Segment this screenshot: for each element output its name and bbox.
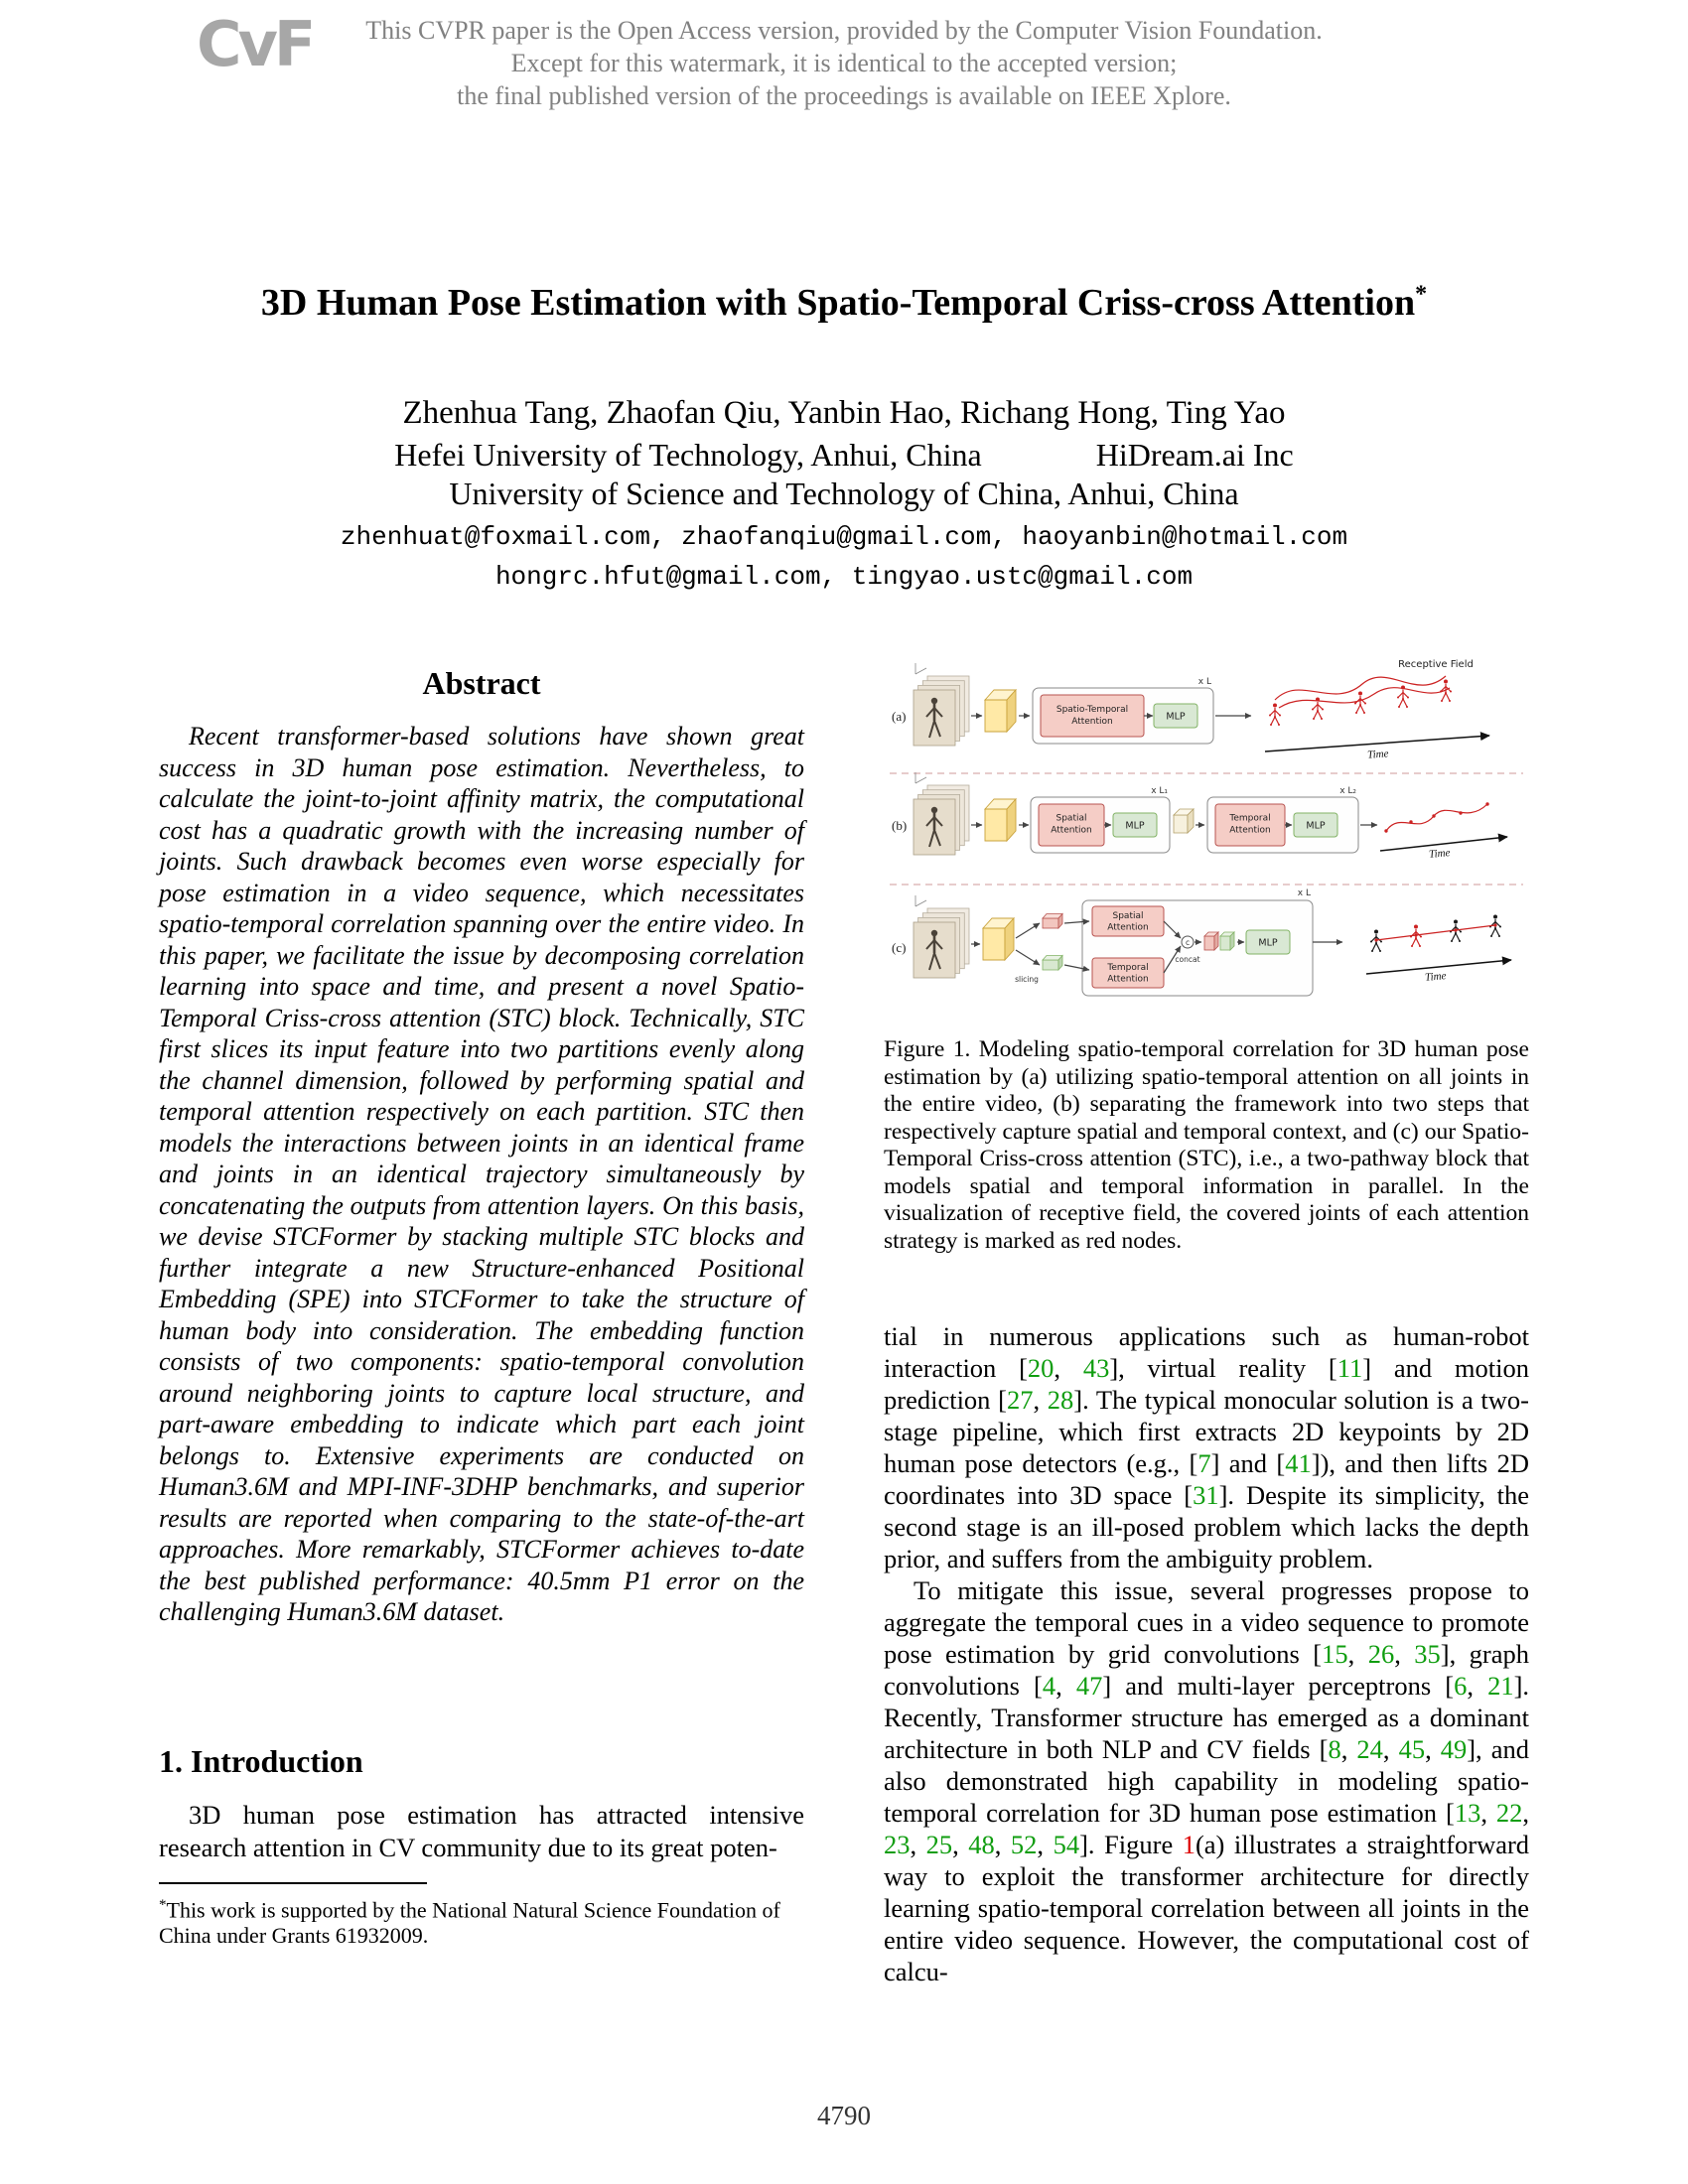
citation-link[interactable]: 52 bbox=[1010, 1830, 1038, 1859]
video-frames-stack bbox=[914, 895, 969, 978]
citation-link[interactable]: 20 bbox=[1027, 1353, 1055, 1383]
feature-cube bbox=[985, 690, 1016, 732]
row-c-tag: (c) bbox=[892, 940, 907, 955]
text-run: To mitigate this issue, several progresses propose to aggregate the temporal cues in a video sequence to promote pose estimation by grid convolutions [ bbox=[884, 1575, 1529, 1669]
text-run: ]. Despite its simplicity, the second stage is an ill-posed problem which lacks the depth prior, and suffers from the ambiguity problem. bbox=[884, 1480, 1529, 1573]
concat-label: concat bbox=[1175, 955, 1200, 964]
text-run: tial in numerous applications such as human-robot interaction [ bbox=[884, 1321, 1529, 1383]
citation-link[interactable]: 4 bbox=[1042, 1671, 1056, 1701]
text-run: , bbox=[952, 1830, 969, 1859]
temporal-attention-label-1: Temporal bbox=[1107, 963, 1149, 973]
time-label-c: Time bbox=[1424, 970, 1447, 984]
text-run: ]), and then lifts 2D coordinates into 3D space [ bbox=[884, 1448, 1530, 1510]
receptive-field-c-skeletons bbox=[1370, 915, 1501, 953]
text-run: ] and [ bbox=[1210, 1448, 1286, 1478]
affiliation-bottom: University of Science and Technology of China, Anhui, China bbox=[449, 476, 1239, 511]
citation-link[interactable]: 49 bbox=[1440, 1734, 1468, 1764]
figure-row-c bbox=[892, 888, 1511, 996]
temporal-attention-label-2: Attention bbox=[1229, 825, 1271, 836]
footnote-marker: * bbox=[159, 1897, 167, 1913]
body-paragraph-1 bbox=[884, 1320, 1529, 1574]
receptive-field-b-trajectory bbox=[1384, 802, 1488, 832]
citation-link[interactable]: 26 bbox=[1367, 1639, 1395, 1669]
citation-link[interactable]: 22 bbox=[1495, 1798, 1523, 1828]
text-run: , bbox=[994, 1830, 1011, 1859]
text-run: , bbox=[1522, 1798, 1530, 1828]
video-frames-stack bbox=[914, 772, 969, 855]
spatial-attention-label-2: Attention bbox=[1051, 825, 1092, 836]
row-b-tag: (b) bbox=[892, 818, 908, 833]
emails-line-1: zhenhuat@foxmail.com, zhaofanqiu@gmail.com, haoyanbin@hotmail.com bbox=[340, 522, 1348, 552]
receptive-field-label: Receptive Field bbox=[1398, 659, 1474, 670]
concat-symbol: c bbox=[1185, 938, 1191, 947]
time-label-b: Time bbox=[1428, 847, 1451, 861]
figure-ref-link[interactable]: 1 bbox=[1182, 1830, 1196, 1859]
footnote-text bbox=[159, 1892, 804, 1949]
text-run: ], virtual reality [ bbox=[1109, 1353, 1337, 1383]
figure-1 bbox=[884, 653, 1529, 1023]
introduction-paragraph: 3D human pose estimation has attracted intensive research attention in CV community due to its great poten- bbox=[159, 1800, 804, 1862]
abstract-text: Recent transformer-based solutions have shown great success in 3D human pose estimation. Nevertheless, to calculate the joint-to-joint affinity matrix, the computational cost has a quadratic growth with the increasing number of joints. Such drawback becomes even worse especially for pose estimation in a video sequence, which necessitates spatio-temporal correlation spanning over the entire video. In this paper, we facilitate the issue by decomposing correlation learning into space and time, and present a novel Spatio-Temporal Criss-cross attention (STC) block. Technically, STC first slices its input feature into two partitions evenly along the channel dimension, followed by performing spatial and temporal attention respectively on each partition. STC then models the interactions between joints in an identical frame and joints in an identical trajectory simultaneously by concatenating the outputs from attention layers. On this basis, we devise STCFormer by stacking multiple STC blocks and further integrate a new Structure-enhanced Positional Embedding (SPE) into STCFormer to take the structure of human body into consideration. The embedding function consists of two components: spatio-temporal convolution around neighboring joints to capture local structure, and part-aware embedding to indicate which part each joint belongs to. Extensive experiments are conducted on Human3.6M and MPI-INF-3DHP benchmarks, and superior results are reported when comparing to the state-of-the-art approaches. More remarkably, STCFormer achieves to-date the best published performance: 40.5mm P1 error on the challenging Human3.6M dataset. bbox=[159, 722, 804, 1626]
text-run: ]. Recently, Transformer structure has emerged as a dominant architecture in both NLP and CV fields [ bbox=[884, 1671, 1530, 1764]
slicing-label: slicing bbox=[1015, 975, 1039, 984]
video-frames-stack bbox=[914, 663, 969, 746]
sliced-partition-temporal bbox=[1043, 956, 1062, 971]
introduction-section bbox=[159, 1799, 804, 1864]
spatial-attention-label-1: Spatial bbox=[1055, 813, 1087, 824]
authors-line: Zhenhua Tang, Zhaofan Qiu, Yanbin Hao, Richang Hong, Ting Yao bbox=[402, 395, 1286, 431]
feature-cube bbox=[983, 918, 1014, 960]
spatio-temporal-attention-box bbox=[1041, 695, 1144, 737]
time-label-a: Time bbox=[1366, 748, 1389, 761]
figure-row-b bbox=[892, 772, 1507, 861]
footnote-rule bbox=[159, 1882, 427, 1884]
text-run: ]. The typical monocular solution is a two-stage pipeline, which first extracts 2D keypoints by 2D human pose detectors (e.g., [ bbox=[884, 1385, 1529, 1478]
watermark-line-3: the final published version of the proceedings is available on IEEE Xplore. bbox=[457, 81, 1231, 110]
mlp-label: MLP bbox=[1258, 937, 1278, 949]
paper-title-text: 3D Human Pose Estimation with Spatio-Temporal Criss-cross Attention bbox=[260, 282, 1416, 324]
citation-link[interactable]: 24 bbox=[1356, 1734, 1383, 1764]
mlp-label: MLP bbox=[1306, 820, 1326, 832]
intermediate-feature-cube bbox=[1174, 809, 1194, 833]
figure-1-diagram bbox=[884, 653, 1529, 1023]
temporal-attention-label-1: Temporal bbox=[1229, 813, 1271, 824]
emails-line-2: hongrc.hfut@gmail.com, tingyao.ustc@gmail.com bbox=[494, 562, 1194, 592]
introduction-heading: 1. Introduction bbox=[159, 1743, 363, 1779]
mlp-label: MLP bbox=[1125, 820, 1145, 832]
body-paragraph-2 bbox=[884, 1574, 1529, 1987]
citation-link[interactable]: 43 bbox=[1082, 1353, 1110, 1383]
citation-link[interactable]: 13 bbox=[1454, 1798, 1481, 1828]
text-run: , bbox=[1394, 1639, 1415, 1669]
citation-link[interactable]: 6 bbox=[1454, 1671, 1468, 1701]
title-footnote-marker: * bbox=[1415, 281, 1428, 308]
citation-link[interactable]: 35 bbox=[1414, 1639, 1441, 1669]
text-run: , bbox=[1480, 1798, 1496, 1828]
text-run: ], and also demonstrated high capability in modeling spatio-temporal correlation for 3D human pose estimation [ bbox=[884, 1734, 1529, 1828]
text-run: , bbox=[1425, 1734, 1441, 1764]
citation-link[interactable]: 7 bbox=[1197, 1448, 1211, 1478]
text-run: (a) illustrates a straightforward way to exploit the transformer architecture for directly learning spatio-temporal correlation between all joints in the entire video sequence. However, the computational cost of calcu- bbox=[884, 1830, 1530, 1986]
affiliation-row bbox=[0, 437, 1688, 474]
temporal-attention-label-2: Attention bbox=[1107, 974, 1149, 985]
text-run: ], graph convolutions [ bbox=[884, 1639, 1530, 1701]
receptive-field-a-skeletons bbox=[1269, 676, 1452, 726]
affiliation-right: HiDream.ai Inc bbox=[1095, 437, 1294, 473]
citation-link[interactable]: 45 bbox=[1398, 1734, 1426, 1764]
citation-link[interactable]: 41 bbox=[1285, 1448, 1312, 1478]
citation-link[interactable]: 27 bbox=[1006, 1385, 1034, 1415]
abstract-heading: Abstract bbox=[422, 665, 541, 701]
citation-link[interactable]: 25 bbox=[925, 1830, 953, 1859]
text-run: , bbox=[1347, 1639, 1368, 1669]
sliced-partition-spatial bbox=[1043, 914, 1062, 929]
cvf-watermark bbox=[0, 14, 1688, 112]
citation-link[interactable]: 48 bbox=[968, 1830, 995, 1859]
spatial-attention-label-1: Spatial bbox=[1112, 911, 1144, 921]
citation-link[interactable]: 23 bbox=[884, 1830, 911, 1859]
citation-link[interactable]: 21 bbox=[1487, 1671, 1514, 1701]
citation-link[interactable]: 54 bbox=[1053, 1830, 1080, 1859]
text-run: , bbox=[1467, 1671, 1488, 1701]
text-run: ]. Figure bbox=[1079, 1830, 1183, 1859]
citation-link[interactable]: 15 bbox=[1322, 1639, 1348, 1669]
footnote-body: This work is supported by the National Natural Science Foundation of China under Grants 61932009. bbox=[159, 1897, 780, 1949]
citation-link[interactable]: 28 bbox=[1047, 1385, 1074, 1415]
st-attention-label-2: Attention bbox=[1071, 717, 1113, 727]
citation-link[interactable]: 31 bbox=[1193, 1480, 1219, 1510]
paper-title bbox=[0, 281, 1688, 325]
citation-link[interactable]: 47 bbox=[1075, 1671, 1103, 1701]
text-run: ] and motion prediction [ bbox=[884, 1353, 1530, 1415]
watermark-line-1: This CVPR paper is the Open Access version, provided by the Computer Vision Foundation. bbox=[365, 16, 1323, 45]
mlp-label: MLP bbox=[1166, 711, 1186, 723]
text-run: , bbox=[1055, 1671, 1076, 1701]
cvf-logo: CvF bbox=[197, 8, 313, 80]
affiliation-left: Hefei University of Technology, Anhui, China bbox=[394, 437, 982, 473]
page-number: 4790 bbox=[817, 2101, 871, 2130]
text-run: ] and multi-layer perceptrons [ bbox=[1102, 1671, 1455, 1701]
text-run: , bbox=[1033, 1385, 1048, 1415]
citation-link[interactable]: 11 bbox=[1336, 1353, 1363, 1383]
row-a-tag: (a) bbox=[892, 709, 907, 724]
loop-count-label: x L bbox=[1197, 677, 1211, 687]
text-run: , bbox=[1382, 1734, 1399, 1764]
loop-count-label: x L bbox=[1297, 888, 1311, 898]
feature-cube bbox=[985, 799, 1016, 841]
text-run: , bbox=[1340, 1734, 1357, 1764]
spatial-attention-label-2: Attention bbox=[1107, 922, 1149, 933]
st-attention-label-1: Spatio-Temporal bbox=[1055, 705, 1129, 715]
figure-caption: Figure 1. Modeling spatio-temporal correlation for 3D human pose estimation by (a) utilizing spatio-temporal attention on all joints in the entire video, (b) separating the framework into two steps that respectively capture spatial and temporal context, and (c) our Spatio-Temporal Criss-cross attention (STC), i.e., a two-pathway block that models spatial and temporal information in parallel. In the visualization of receptive field, the covered joints of each attention strategy is marked as red nodes. bbox=[884, 1036, 1529, 1254]
text-run: , bbox=[910, 1830, 926, 1859]
loop-count-label-1: x L₁ bbox=[1151, 786, 1168, 796]
figure-row-a bbox=[892, 663, 1489, 761]
abstract-section bbox=[159, 721, 804, 1628]
loop-count-label-2: x L₂ bbox=[1339, 786, 1356, 796]
citation-link[interactable]: 8 bbox=[1328, 1734, 1341, 1764]
right-column-body bbox=[884, 1320, 1529, 1987]
text-run: , bbox=[1054, 1353, 1083, 1383]
text-run: , bbox=[1037, 1830, 1054, 1859]
watermark-line-2: Except for this watermark, it is identical to the accepted version; bbox=[510, 49, 1178, 77]
